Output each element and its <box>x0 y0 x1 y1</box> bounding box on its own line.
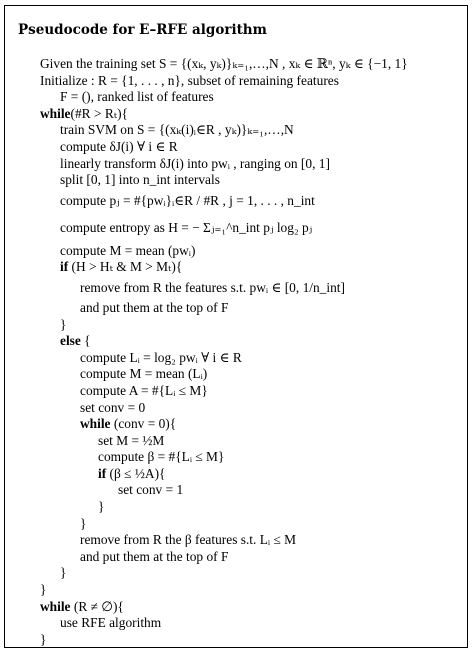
pseudocode-line: } <box>40 582 47 598</box>
pseudocode-line: if (H > Hₜ & M > Mₜ){ <box>60 259 183 275</box>
pseudocode-line: compute A = #{Lᵢ ≤ M} <box>80 382 208 398</box>
pseudocode-line: and put them at the top of F <box>80 299 229 315</box>
pseudocode-line: if (β ≤ ½A){ <box>98 465 166 481</box>
pseudocode-line: compute entropy as H = − Σⱼ₌₁^n_int pⱼ log₂ pⱼ <box>60 219 313 235</box>
pseudocode-line: while (conv = 0){ <box>80 416 177 432</box>
pseudocode-line: Given the training set S = {(xₖ, yₖ)}ₖ₌₁,…,N , xₖ ∈ ℝⁿ, yₖ ∈ {−1, 1} <box>40 56 408 71</box>
pseudocode-line: while(#R > Rₜ){ <box>40 105 128 121</box>
pseudocode-line: compute M = mean (pwᵢ) <box>60 242 196 258</box>
pseudocode-line: F = (), ranked list of features <box>60 89 214 105</box>
pseudocode-line: split [0, 1] into n_int intervals <box>60 172 220 188</box>
pseudocode-line: compute M = mean (Lᵢ) <box>80 366 208 382</box>
pseudocode-body <box>40 56 408 648</box>
pseudocode-line: set M = ½M <box>98 432 165 448</box>
pseudocode-line: compute pⱼ = #{pwᵢ}ᵢ∈R / #R , j = 1, . . . , n_int <box>60 192 315 208</box>
algorithm-title: Pseudocode for E–RFE algorithm <box>18 22 267 38</box>
pseudocode-line: and put them at the top of F <box>80 548 229 564</box>
pseudocode-line: Initialize : R = {1, . . . , n}, subset of remaining features <box>40 72 339 88</box>
pseudocode-line: } <box>98 499 105 515</box>
pseudocode-line: } <box>60 316 67 332</box>
pseudocode-line: compute β = #{Lᵢ ≤ M} <box>98 449 225 465</box>
pseudocode-line: } <box>60 565 67 581</box>
pseudocode-line: set conv = 0 <box>80 399 146 415</box>
pseudocode-line: use RFE algorithm <box>60 615 162 631</box>
pseudocode-line: remove from R the features s.t. pwᵢ ∈ [0, 1/n_int] <box>80 279 345 295</box>
pseudocode-line: compute Lᵢ = log₂ pwᵢ ∀ i ∈ R <box>80 349 242 365</box>
pseudocode-line: train SVM on S = {(xₖ(i)ᵢ∈R , yₖ)}ₖ₌₁,…,N <box>60 122 294 138</box>
pseudocode-line: linearly transform δJ(i) into pwᵢ , ranging on [0, 1] <box>60 155 330 171</box>
pseudocode-line: while (R ≠ ∅){ <box>40 598 124 614</box>
pseudocode-line: } <box>80 515 87 531</box>
pseudocode-line: else { <box>60 333 91 349</box>
pseudocode-line: set conv = 1 <box>118 482 184 498</box>
pseudocode-line: compute δJ(i) ∀ i ∈ R <box>60 138 178 154</box>
pseudocode-line: remove from R the β features s.t. Lᵢ ≤ M <box>80 532 297 548</box>
pseudocode-line: } <box>40 631 47 647</box>
